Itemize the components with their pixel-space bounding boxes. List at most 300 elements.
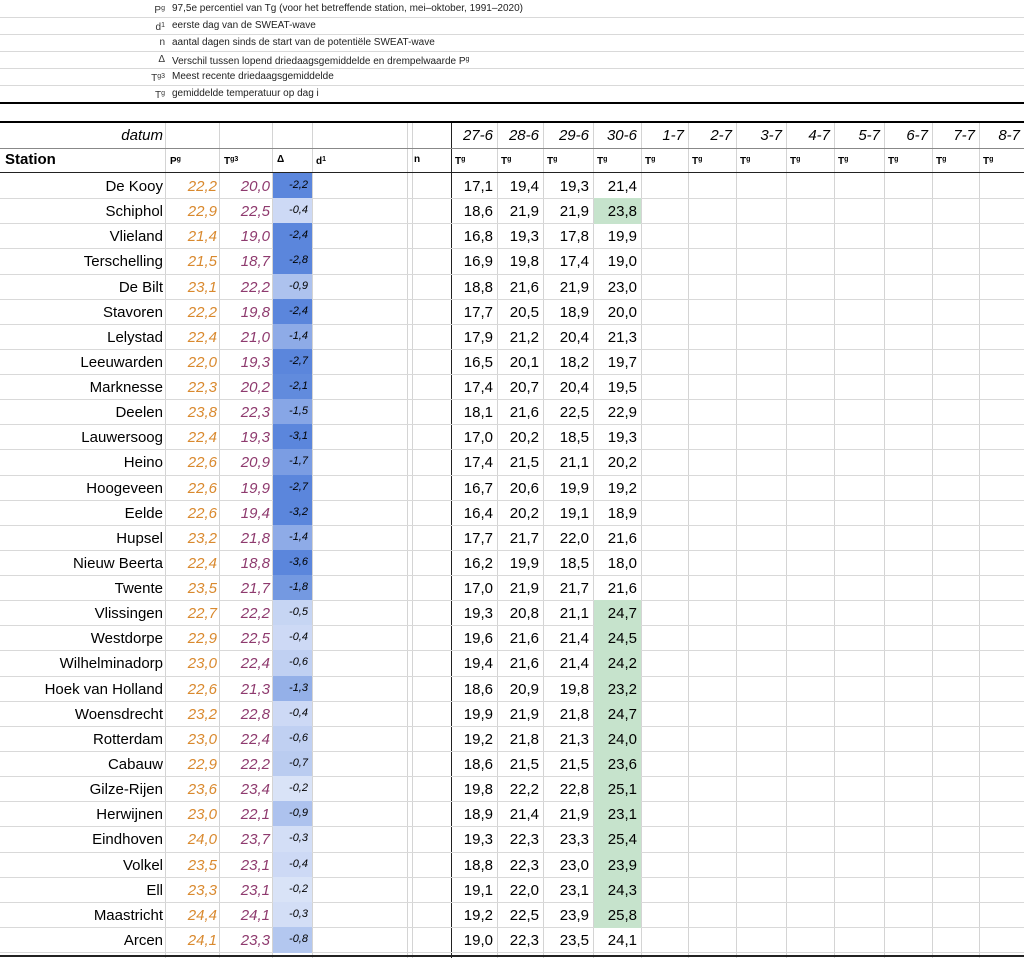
- station-name: Maastricht: [93, 907, 163, 924]
- tg-value: 24,7: [607, 605, 637, 622]
- tg-value: 21,9: [509, 580, 539, 597]
- tg-value: 19,2: [607, 480, 637, 497]
- pg-value: 22,6: [187, 505, 217, 522]
- d1-header: $d^1$: [316, 156, 327, 167]
- date-header: 1-7: [662, 127, 684, 144]
- tg-value: 21,6: [509, 630, 539, 647]
- pg-value: 21,4: [187, 228, 217, 245]
- tg-value: 17,4: [463, 454, 493, 471]
- delta-value: -0,4: [273, 701, 312, 727]
- tg3-value: 22,5: [240, 203, 270, 220]
- tg-value: 22,8: [559, 781, 589, 798]
- legend-row: [0, 68, 1024, 86]
- tg-value: 18,8: [463, 279, 493, 296]
- tg3-value: 22,4: [240, 655, 270, 672]
- tg3-value: 20,9: [240, 454, 270, 471]
- pg-value: 22,6: [187, 681, 217, 698]
- datum-label: datum: [121, 127, 163, 144]
- tg-value: 19,9: [463, 706, 493, 723]
- tg-header: $T^g$: [936, 156, 947, 167]
- delta-value: -2,8: [273, 248, 312, 274]
- delta-header: Δ: [277, 154, 285, 165]
- pg-value: 22,4: [187, 429, 217, 446]
- delta-value: -0,5: [273, 600, 312, 626]
- delta-value: -1,7: [273, 449, 312, 475]
- tg-value: 21,5: [509, 454, 539, 471]
- tg-value: 19,8: [463, 781, 493, 798]
- delta-value: -0,3: [273, 902, 312, 928]
- tg-value: 23,3: [559, 831, 589, 848]
- tg-value: 16,5: [463, 354, 493, 371]
- tg3-header: $T^{g3}$: [224, 156, 239, 167]
- tg-header: $T^g$: [838, 156, 849, 167]
- tg-value: 21,3: [559, 731, 589, 748]
- tg-value: 21,9: [509, 706, 539, 723]
- tg3-value: 19,3: [240, 429, 270, 446]
- tg-value: 21,2: [509, 329, 539, 346]
- pg-value: 22,9: [187, 630, 217, 647]
- legend-symbol: $P^g$: [154, 5, 165, 16]
- tg-value: 24,2: [607, 655, 637, 672]
- date-header: 28-6: [508, 127, 539, 144]
- tg-value: 25,4: [607, 831, 637, 848]
- tg-value: 21,6: [607, 530, 637, 547]
- tg-value: 18,2: [559, 354, 589, 371]
- tg-value: 19,6: [463, 630, 493, 647]
- legend-symbol: n: [159, 37, 165, 48]
- delta-value: -3,2: [273, 500, 312, 526]
- tg3-value: 22,2: [240, 605, 270, 622]
- delta-value: -1,8: [273, 575, 312, 601]
- tg-value: 16,9: [463, 253, 493, 270]
- tg-value: 25,8: [607, 907, 637, 924]
- date-header: 29-6: [558, 127, 589, 144]
- pg-value: 23,5: [187, 857, 217, 874]
- pg-value: 22,7: [187, 605, 217, 622]
- tg-value: 19,4: [463, 655, 493, 672]
- table-top-border: [0, 121, 1024, 123]
- station-name: De Kooy: [105, 178, 163, 195]
- tg-value: 17,4: [463, 379, 493, 396]
- date-header: 30-6: [606, 127, 637, 144]
- delta-value: -2,1: [273, 374, 312, 400]
- legend-text: eerste dag van de SWEAT-wave: [172, 20, 316, 31]
- tg-value: 19,9: [559, 480, 589, 497]
- tg-value: 19,1: [463, 882, 493, 899]
- tg-value: 19,0: [607, 253, 637, 270]
- station-name: Herwijnen: [96, 806, 163, 823]
- tg-value: 23,9: [559, 907, 589, 924]
- tg3-value: 21,7: [240, 580, 270, 597]
- tg-value: 22,3: [509, 857, 539, 874]
- tg-value: 18,9: [607, 505, 637, 522]
- station-name: Deelen: [115, 404, 163, 421]
- legend-symbol: $T^g$: [154, 90, 165, 101]
- tg-value: 21,4: [509, 806, 539, 823]
- tg-value: 19,3: [463, 605, 493, 622]
- tg-value: 21,6: [509, 655, 539, 672]
- station-name: Heino: [123, 454, 163, 471]
- tg-value: 19,3: [463, 831, 493, 848]
- tg-value: 19,3: [509, 228, 539, 245]
- legend-text: gemiddelde temperatuur op dag i: [172, 88, 319, 99]
- delta-value: -3,6: [273, 550, 312, 576]
- station-name: Eelde: [124, 505, 163, 522]
- tg-value: 19,1: [559, 505, 589, 522]
- delta-value: -0,6: [273, 726, 312, 752]
- tg-value: 22,9: [607, 404, 637, 421]
- tg-value: 21,6: [509, 279, 539, 296]
- tg-value: 22,3: [509, 932, 539, 949]
- tg-value: 19,8: [559, 681, 589, 698]
- tg-header: $T^g$: [547, 156, 558, 167]
- header-row-line: [0, 172, 1024, 173]
- tg3-value: 20,2: [240, 379, 270, 396]
- legend-text: Meest recente driedaagsgemiddelde: [172, 71, 334, 82]
- pg-value: 23,0: [187, 731, 217, 748]
- tg-value: 20,0: [607, 304, 637, 321]
- station-name: Leeuwarden: [80, 354, 163, 371]
- legend-divider: [0, 102, 1024, 104]
- delta-value: -1,4: [273, 324, 312, 350]
- tg-value: 18,0: [607, 555, 637, 572]
- tg3-value: 19,3: [240, 354, 270, 371]
- pg-header: $P^g$: [170, 156, 181, 167]
- pg-value: 24,0: [187, 831, 217, 848]
- tg3-value: 22,5: [240, 630, 270, 647]
- tg-value: 18,5: [559, 555, 589, 572]
- legend-symbol: $T^{g3}$: [151, 73, 165, 84]
- tg-value: 19,4: [509, 178, 539, 195]
- delta-value: -2,4: [273, 223, 312, 249]
- tg-value: 22,0: [559, 530, 589, 547]
- tg-value: 17,1: [463, 178, 493, 195]
- tg-value: 21,9: [559, 279, 589, 296]
- pg-value: 23,3: [187, 882, 217, 899]
- delta-value: -2,4: [273, 299, 312, 325]
- station-name: Volkel: [122, 857, 163, 874]
- station-name: Terschelling: [83, 253, 163, 270]
- tg-value: 21,9: [559, 806, 589, 823]
- legend-row: [0, 51, 1024, 69]
- date-header: 6-7: [906, 127, 928, 144]
- delta-value: -0,3: [273, 826, 312, 852]
- tg-value: 19,3: [559, 178, 589, 195]
- tg3-value: 21,3: [240, 681, 270, 698]
- station-name: Marknesse: [89, 379, 163, 396]
- tg3-value: 21,8: [240, 530, 270, 547]
- tg3-value: 22,2: [240, 279, 270, 296]
- tg3-value: 18,8: [240, 555, 270, 572]
- tg3-value: 23,1: [240, 857, 270, 874]
- tg-value: 20,8: [509, 605, 539, 622]
- station-name: Woensdrecht: [74, 706, 163, 723]
- pg-value: 23,5: [187, 580, 217, 597]
- date-header: 5-7: [858, 127, 880, 144]
- station-name: Westdorpe: [90, 630, 163, 647]
- tg-header: $T^g$: [455, 156, 466, 167]
- tg-value: 21,1: [559, 454, 589, 471]
- date-header: 2-7: [710, 127, 732, 144]
- tg-value: 20,5: [509, 304, 539, 321]
- delta-value: -3,1: [273, 424, 312, 450]
- tg3-value: 23,7: [240, 831, 270, 848]
- tg-value: 23,8: [607, 203, 637, 220]
- pg-value: 22,9: [187, 756, 217, 773]
- tg3-value: 21,0: [240, 329, 270, 346]
- tg3-value: 19,0: [240, 228, 270, 245]
- tg-header: $T^g$: [790, 156, 801, 167]
- legend-text: 97,5e percentiel van Tg (voor het betreffende station, mei–oktober, 1991–2020): [172, 3, 523, 14]
- tg-value: 22,2: [509, 781, 539, 798]
- tg-value: 23,1: [607, 806, 637, 823]
- legend-symbol: $d^1$: [155, 22, 165, 33]
- station-name: Rotterdam: [92, 731, 163, 748]
- pg-value: 23,0: [187, 806, 217, 823]
- tg-value: 17,0: [463, 580, 493, 597]
- station-name: Hupsel: [116, 530, 163, 547]
- table-bottom-line: [0, 955, 1024, 957]
- tg-value: 21,6: [509, 404, 539, 421]
- delta-value: -1,4: [273, 525, 312, 551]
- tg3-value: 23,4: [240, 781, 270, 798]
- tg-value: 20,2: [509, 505, 539, 522]
- legend-text: Verschil tussen lopend driedaagsgemiddelde en drempelwaarde $P^g$: [172, 56, 470, 67]
- pg-value: 23,0: [187, 655, 217, 672]
- tg3-value: 23,1: [240, 882, 270, 899]
- station-name: Lauwersoog: [81, 429, 163, 446]
- tg3-value: 22,8: [240, 706, 270, 723]
- legend-row: [0, 0, 1024, 18]
- tg-value: 18,9: [559, 304, 589, 321]
- pg-value: 21,5: [187, 253, 217, 270]
- tg-value: 21,4: [559, 655, 589, 672]
- tg3-value: 22,3: [240, 404, 270, 421]
- tg-value: 17,0: [463, 429, 493, 446]
- tg-value: 20,2: [509, 429, 539, 446]
- tg-value: 24,0: [607, 731, 637, 748]
- tg3-value: 22,1: [240, 806, 270, 823]
- delta-value: -2,7: [273, 475, 312, 501]
- legend-row: [0, 34, 1024, 52]
- tg-value: 21,4: [559, 630, 589, 647]
- tg-value: 24,1: [607, 932, 637, 949]
- tg-value: 23,6: [607, 756, 637, 773]
- delta-value: -1,3: [273, 676, 312, 702]
- tg-value: 17,7: [463, 530, 493, 547]
- delta-value: -0,4: [273, 198, 312, 224]
- header-row-line: [0, 148, 1024, 149]
- tg-value: 22,3: [509, 831, 539, 848]
- delta-value: -0,2: [273, 877, 312, 903]
- legend-row: [0, 85, 1024, 103]
- tg-value: 19,3: [607, 429, 637, 446]
- pg-value: 23,1: [187, 279, 217, 296]
- tg-value: 23,5: [559, 932, 589, 949]
- tg-value: 21,7: [559, 580, 589, 597]
- tg-value: 20,7: [509, 379, 539, 396]
- pg-value: 22,2: [187, 304, 217, 321]
- date-header: 7-7: [953, 127, 975, 144]
- delta-value: -0,4: [273, 625, 312, 651]
- delta-value: -0,4: [273, 852, 312, 878]
- tg-value: 17,4: [559, 253, 589, 270]
- tg-header: $T^g$: [740, 156, 751, 167]
- station-header: Station: [5, 151, 56, 168]
- tg-value: 19,9: [607, 228, 637, 245]
- pg-value: 23,2: [187, 530, 217, 547]
- station-name: Ell: [146, 882, 163, 899]
- tg-value: 16,7: [463, 480, 493, 497]
- tg-value: 22,5: [509, 907, 539, 924]
- tg-value: 18,8: [463, 857, 493, 874]
- pg-value: 24,1: [187, 932, 217, 949]
- date-header: 8-7: [998, 127, 1020, 144]
- pg-value: 24,4: [187, 907, 217, 924]
- tg-value: 25,1: [607, 781, 637, 798]
- tg-value: 19,5: [607, 379, 637, 396]
- tg-value: 19,2: [463, 907, 493, 924]
- station-name: De Bilt: [118, 279, 163, 296]
- tg-header: $T^g$: [692, 156, 703, 167]
- station-name: Stavoren: [102, 304, 163, 321]
- tg-value: 17,9: [463, 329, 493, 346]
- pg-value: 23,8: [187, 404, 217, 421]
- tg-value: 20,2: [607, 454, 637, 471]
- station-name: Nieuw Beerta: [72, 555, 163, 572]
- tg3-value: 22,4: [240, 731, 270, 748]
- tg-value: 24,5: [607, 630, 637, 647]
- tg-value: 23,0: [607, 279, 637, 296]
- tg-value: 23,2: [607, 681, 637, 698]
- delta-value: -2,7: [273, 349, 312, 375]
- tg-value: 22,0: [509, 882, 539, 899]
- station-name: Gilze-Rijen: [89, 781, 163, 798]
- date-header: 3-7: [760, 127, 782, 144]
- tg-value: 23,9: [607, 857, 637, 874]
- tg-value: 20,4: [559, 329, 589, 346]
- pg-value: 23,6: [187, 781, 217, 798]
- tg-value: 19,8: [509, 253, 539, 270]
- tg-header: $T^g$: [501, 156, 512, 167]
- legend-row: [0, 17, 1024, 35]
- date-header: 27-6: [462, 127, 493, 144]
- tg3-value: 19,9: [240, 480, 270, 497]
- tg-value: 21,3: [607, 329, 637, 346]
- n-header: n: [414, 154, 421, 165]
- pg-value: 22,6: [187, 480, 217, 497]
- tg-value: 21,5: [509, 756, 539, 773]
- tg-header: $T^g$: [645, 156, 656, 167]
- tg3-value: 20,0: [240, 178, 270, 195]
- tg-value: 21,9: [559, 203, 589, 220]
- tg-value: 20,6: [509, 480, 539, 497]
- tg-header: $T^g$: [597, 156, 608, 167]
- pg-value: 22,4: [187, 329, 217, 346]
- tg-value: 22,5: [559, 404, 589, 421]
- pg-value: 22,4: [187, 555, 217, 572]
- delta-value: -0,6: [273, 650, 312, 676]
- station-name: Arcen: [123, 932, 163, 949]
- station-name: Cabauw: [107, 756, 163, 773]
- tg3-value: 23,3: [240, 932, 270, 949]
- tg-value: 18,5: [559, 429, 589, 446]
- tg-value: 24,3: [607, 882, 637, 899]
- tg3-value: 19,4: [240, 505, 270, 522]
- tg-value: 20,1: [509, 354, 539, 371]
- tg-value: 16,2: [463, 555, 493, 572]
- tg3-value: 18,7: [240, 253, 270, 270]
- pg-value: 22,0: [187, 354, 217, 371]
- tg-header: $T^g$: [983, 156, 994, 167]
- tg-header: $T^g$: [888, 156, 899, 167]
- tg-value: 16,4: [463, 505, 493, 522]
- tg-value: 17,7: [463, 304, 493, 321]
- tg-value: 17,8: [559, 228, 589, 245]
- pg-value: 23,2: [187, 706, 217, 723]
- tg-value: 19,9: [509, 555, 539, 572]
- date-header: 4-7: [808, 127, 830, 144]
- station-name: Hoogeveen: [86, 480, 163, 497]
- tg-value: 24,7: [607, 706, 637, 723]
- tg-value: 21,9: [509, 203, 539, 220]
- tg-value: 16,8: [463, 228, 493, 245]
- tg-value: 19,2: [463, 731, 493, 748]
- legend-text: aantal dagen sinds de start van de potentiële SWEAT-wave: [172, 37, 435, 48]
- tg-value: 21,8: [509, 731, 539, 748]
- tg-value: 20,4: [559, 379, 589, 396]
- station-name: Lelystad: [107, 329, 163, 346]
- delta-value: -0,7: [273, 751, 312, 777]
- tg-value: 21,4: [607, 178, 637, 195]
- tg-value: 18,1: [463, 404, 493, 421]
- tg-value: 18,6: [463, 681, 493, 698]
- delta-value: -0,9: [273, 274, 312, 300]
- tg-value: 21,5: [559, 756, 589, 773]
- station-name: Schiphol: [105, 203, 163, 220]
- tg-value: 21,6: [607, 580, 637, 597]
- delta-value: -2,2: [273, 173, 312, 199]
- station-name: Eindhoven: [92, 831, 163, 848]
- pg-value: 22,3: [187, 379, 217, 396]
- tg-value: 18,9: [463, 806, 493, 823]
- tg-value: 21,1: [559, 605, 589, 622]
- station-name: Hoek van Holland: [44, 681, 163, 698]
- tg-value: 21,7: [509, 530, 539, 547]
- legend-symbol: Δ: [158, 54, 165, 65]
- station-name: Vlissingen: [94, 605, 163, 622]
- tg-value: 18,6: [463, 756, 493, 773]
- pg-value: 22,9: [187, 203, 217, 220]
- delta-value: -1,5: [273, 399, 312, 425]
- station-name: Twente: [114, 580, 163, 597]
- tg3-value: 22,2: [240, 756, 270, 773]
- tg-value: 19,0: [463, 932, 493, 949]
- station-name: Vlieland: [109, 228, 163, 245]
- tg-value: 20,9: [509, 681, 539, 698]
- delta-value: -0,2: [273, 776, 312, 802]
- tg3-value: 19,8: [240, 304, 270, 321]
- station-name: Wilhelminadorp: [59, 655, 163, 672]
- pg-value: 22,6: [187, 454, 217, 471]
- tg-value: 19,7: [607, 354, 637, 371]
- tg3-value: 24,1: [240, 907, 270, 924]
- tg-value: 23,1: [559, 882, 589, 899]
- tg-value: 21,8: [559, 706, 589, 723]
- pg-value: 22,2: [187, 178, 217, 195]
- tg-value: 18,6: [463, 203, 493, 220]
- delta-value: -0,9: [273, 801, 312, 827]
